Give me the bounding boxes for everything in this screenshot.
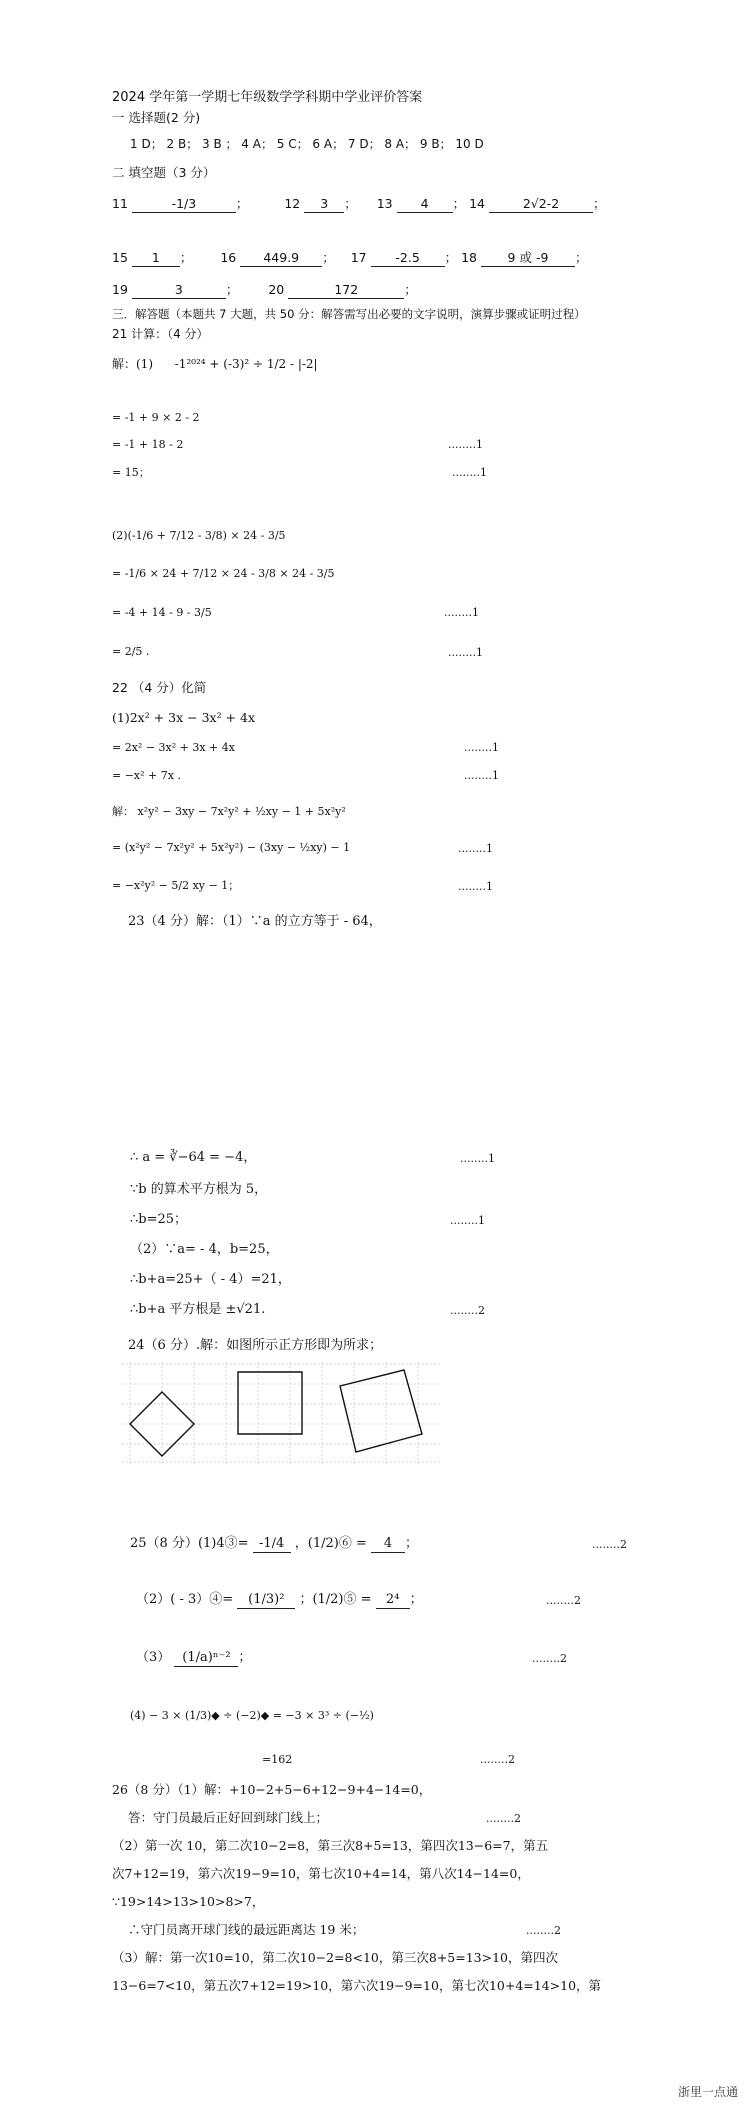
q12-label: 12: [284, 196, 301, 211]
q21-part1-expr: -1²⁰²⁴ + (-3)² ÷ 1/2 - |-2|: [174, 357, 318, 371]
q14-label: 14: [469, 196, 485, 211]
q19-label: 19: [112, 282, 128, 297]
section-choice-heading: 一 选择题(2 分): [112, 110, 201, 125]
score-mark: ........2: [532, 1652, 567, 1665]
q22-part1-step2: = −x² + 7x .: [112, 769, 181, 782]
q25-part3-label: （3）: [136, 1650, 171, 1665]
q12-answer: 3: [304, 196, 344, 213]
q23-step5: ∴b+a=25+（ - 4）=21，: [130, 1272, 291, 1287]
score-mark: ........2: [592, 1538, 627, 1551]
score-mark: ........1: [458, 880, 493, 893]
q24-squares-figure: [122, 1362, 442, 1464]
q25-part2-answer-b: 2⁴: [376, 1592, 410, 1609]
q20-answer: 172: [288, 282, 404, 299]
q21-part1-expression: [112, 356, 318, 372]
q22-part2-step1: = (x²y² − 7x²y² + 5x²y²) − (3xy − ½xy) − 1: [112, 841, 351, 854]
q19-answer: 3: [132, 282, 226, 299]
q16-answer: 449.9: [240, 250, 322, 267]
q21-part2-step3: = 2/5 .: [112, 645, 150, 658]
square-tilted: [340, 1370, 422, 1452]
q23-step2: ∵b 的算术平方根为 5，: [130, 1182, 268, 1197]
q18-label: 18: [461, 250, 477, 265]
q22-part2-step2: = −x²y² − 5/2 xy − 1；: [112, 879, 240, 892]
q25-part1-label: 25（8 分）(1)4③=: [130, 1536, 253, 1551]
document-title: 2024 学年第一学期七年级数学学科期中学业评价答案: [112, 90, 423, 105]
q26-part1: 26（8 分）（1）解：+10−2+5−6+12−9+4−14=0，: [112, 1782, 432, 1797]
fill-row-3: 19 3 ； 20 172 ；: [112, 282, 417, 297]
q21-heading: 21 计算：（4 分）: [112, 327, 209, 341]
q23-step1: ∴ a = ∛−64 = −4，: [130, 1150, 257, 1165]
score-mark: ........2: [480, 1753, 515, 1766]
fill-row-2: 15 1 ； 16 449.9 ； 17 -2.5 ； 18 9 或 -9 ；: [112, 250, 588, 265]
q25-part2-label: （2）( - 3）④=: [136, 1592, 238, 1607]
q17-label: 17: [350, 250, 367, 265]
q25-part1-answer-a: -1/4: [253, 1536, 291, 1553]
choice-answers: 1 D； 2 B； 3 B ； 4 A； 5 C； 6 A； 7 D； 8 A； 9 B； 10 D: [130, 137, 484, 151]
score-mark: ........1: [458, 842, 493, 855]
q21-part2-step2: = -4 + 14 - 9 - 3/5: [112, 606, 212, 619]
q26-part2-line3: ∵19>14>13>10>8>7，: [112, 1894, 265, 1909]
q22-part1: (1)2x² + 3x − 3x² + 4x: [112, 710, 255, 725]
score-mark: ........2: [526, 1924, 561, 1937]
fill-row-1: 11 -1/3 ； 12 3 ； 13 4 ； 14 2√2-2 ；: [112, 196, 606, 211]
q21-part2-expression: (2)(-1/6 + 7/12 - 3/8) × 24 - 3/5: [112, 529, 286, 542]
q26-part1-answer: 答：守门员最后正好回到球门线上；: [128, 1810, 329, 1825]
q23-step4: （2）∵a= - 4，b=25，: [130, 1242, 279, 1257]
q26-part2-line1: （2）第一次 10，第二次10−2=8，第三次8+5=13，第四次13−6=7，第五: [112, 1838, 549, 1853]
score-mark: ........1: [464, 741, 499, 754]
q13-answer: 4: [397, 196, 453, 213]
q25-part3: （3） (1/a)ⁿ⁻² ；: [136, 1650, 252, 1665]
score-mark: ........1: [452, 466, 487, 479]
score-mark: ........2: [546, 1594, 581, 1607]
q23-step3: ∴b=25；: [130, 1212, 188, 1227]
score-mark: ........1: [464, 769, 499, 782]
score-mark: ........2: [486, 1812, 521, 1825]
q26-part2-line4: ∴守门员离开球门线的最远距离达 19 米；: [128, 1922, 365, 1937]
score-mark: ........1: [450, 1214, 485, 1227]
q22-heading: 22 （4 分）化简: [112, 680, 207, 695]
q21-part1-step1: = -1 + 9 × 2 - 2: [112, 411, 200, 424]
q22-part1-step1: = 2x² − 3x² + 3x + 4x: [112, 741, 235, 754]
score-mark: ........1: [444, 606, 479, 619]
q23-heading: 23（4 分）解：（1）∵a 的立方等于 - 64，: [128, 914, 382, 929]
q25-part4-step1: =162: [262, 1753, 293, 1766]
section-fill-heading: 二 填空题（3 分）: [112, 165, 216, 180]
q25-part1-answer-b: 4: [371, 1536, 405, 1553]
q24-heading: 24（6 分）.解：如图所示正方形即为所求；: [128, 1338, 383, 1353]
q15-label: 15: [112, 250, 128, 265]
q26-part3-line1: （3）解：第一次10=10，第二次10−2=8<10，第三次8+5=13>10，第四次: [112, 1950, 559, 1965]
q20-label: 20: [268, 282, 285, 297]
q13-label: 13: [376, 196, 393, 211]
q11-label: 11: [112, 196, 128, 211]
score-mark: ........1: [448, 646, 483, 659]
q25-part2-answer-a: (1/3)²: [237, 1592, 295, 1609]
q26-part2-line2: 次7+12=19，第六次19−9=10，第七次10+4=14，第八次14−14=0，: [112, 1866, 530, 1881]
q25-part3-answer: (1/a)ⁿ⁻²: [174, 1650, 238, 1667]
q23-step6: ∴b+a 平方根是 ±√21.: [130, 1302, 266, 1317]
square-upright: [238, 1372, 302, 1434]
score-mark: ........1: [448, 438, 483, 451]
q21-part1-step2: = -1 + 18 - 2: [112, 438, 184, 451]
q25-part1: 25（8 分）(1)4③= -1/4 ，(1/2)⑥ = 4 ；: [130, 1536, 419, 1551]
q26-part3-line2: 13−6=7<10，第五次7+12=19>10，第六次19−9=10，第七次10+4=14>10，第: [112, 1978, 602, 1993]
q16-label: 16: [220, 250, 237, 265]
q14-answer: 2√2-2: [489, 196, 593, 213]
q21-part1-prefix: 解：(1): [112, 357, 153, 371]
q21-part1-step3: = 15；: [112, 466, 150, 479]
section-solve-heading: 三．解答题（本题共 7 大题，共 50 分：解答需写出必要的文字说明，演算步骤或证明过程）: [112, 307, 586, 321]
q25-part1-mid: ，(1/2)⑥ =: [294, 1536, 372, 1551]
watermark: 浙里一点通: [677, 2085, 738, 2099]
q25-part2-mid: ；(1/2)⑤ =: [299, 1592, 376, 1607]
q17-answer: -2.5: [371, 250, 445, 267]
score-mark: ........1: [460, 1152, 495, 1165]
q11-answer: -1/3: [132, 196, 236, 213]
q15-answer: 1: [132, 250, 180, 267]
q21-part2-step1: = -1/6 × 24 + 7/12 × 24 - 3/8 × 24 - 3/5: [112, 567, 335, 580]
q25-part2: （2）( - 3）④= (1/3)² ；(1/2)⑤ = 2⁴ ；: [136, 1592, 423, 1607]
q18-answer: 9 或 -9: [481, 250, 575, 267]
q22-part2: 解： x²y² − 3xy − 7x²y² + ½xy − 1 + 5x²y²: [112, 805, 346, 818]
score-mark: ........2: [450, 1304, 485, 1317]
q25-part4: (4) − 3 × (1/3)◆ ÷ (−2)◆ = −3 × 3³ ÷ (−½): [130, 1709, 374, 1722]
